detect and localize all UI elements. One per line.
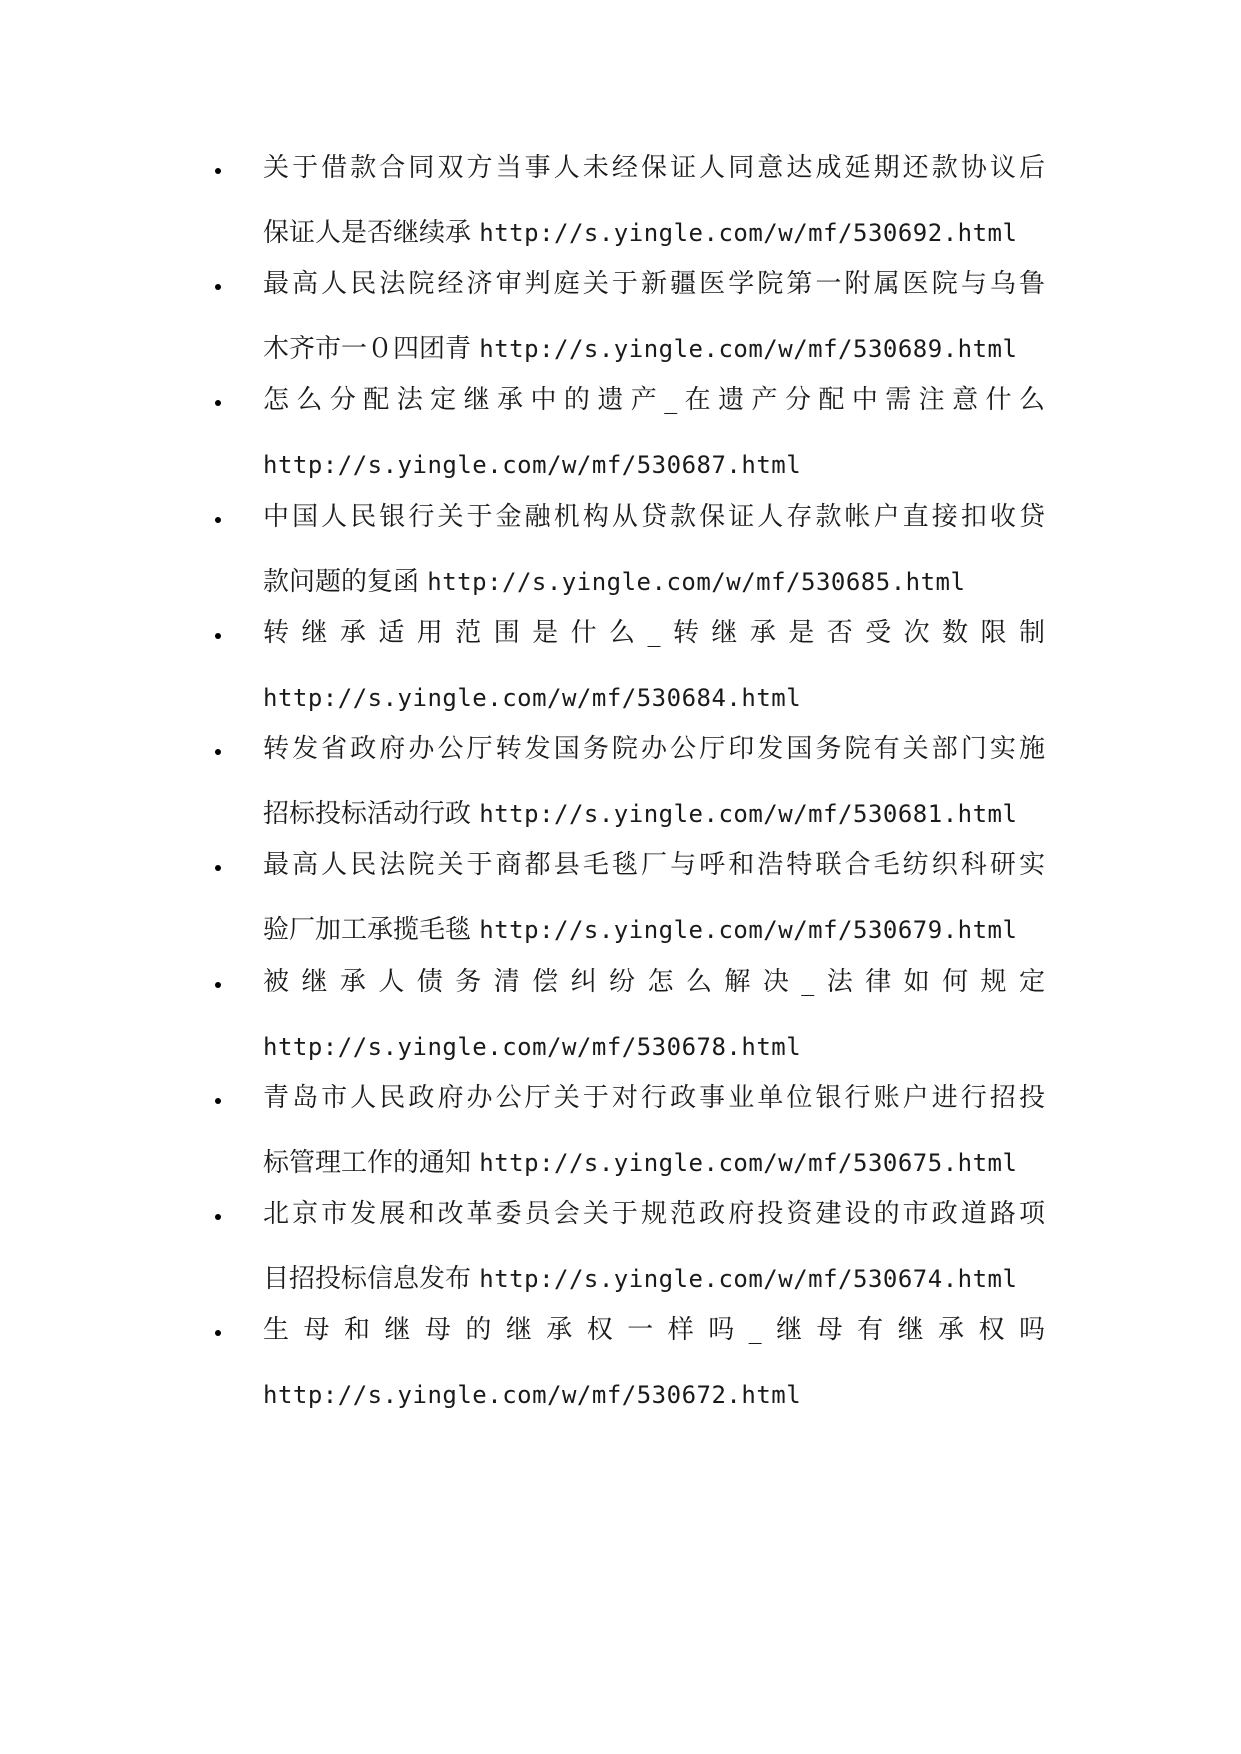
- item-link[interactable]: http://s.yingle.com/w/mf/530678.html: [263, 1033, 802, 1061]
- item-title: 北京市发展和改革委员会关于规范政府投资建设的市政道路项: [263, 1199, 1045, 1229]
- item-link[interactable]: http://s.yingle.com/w/mf/530687.html: [263, 451, 802, 479]
- bullet-icon: [215, 1098, 221, 1104]
- item-continuation: [263, 1027, 1045, 1067]
- item-title: 生母和继母的继承权一样吗_继母有继承权吗: [263, 1315, 1045, 1345]
- bullet-icon: [215, 633, 221, 639]
- bullet-icon: [215, 168, 221, 174]
- bullet-icon: [215, 749, 221, 755]
- bullet-icon: [215, 517, 221, 523]
- item-continuation: 验厂加工承揽毛毯 http://s.yingle.com/w/mf/530679.html: [263, 915, 1018, 945]
- item-link[interactable]: http://s.yingle.com/w/mf/530672.html: [263, 1381, 802, 1409]
- item-link[interactable]: http://s.yingle.com/w/mf/530679.html: [479, 916, 1018, 944]
- bullet-icon: [215, 1214, 221, 1220]
- item-continuation: 保证人是否继续承 http://s.yingle.com/w/mf/530692.html: [263, 218, 1018, 248]
- item-link[interactable]: http://s.yingle.com/w/mf/530685.html: [427, 568, 966, 596]
- item-title: 青岛市人民政府办公厅关于对行政事业单位银行账户进行招投: [263, 1083, 1045, 1113]
- item-link[interactable]: http://s.yingle.com/w/mf/530674.html: [479, 1265, 1018, 1293]
- item-link[interactable]: http://s.yingle.com/w/mf/530681.html: [479, 800, 1018, 828]
- bullet-icon: [215, 284, 221, 290]
- item-continuation: 目招投标信息发布 http://s.yingle.com/w/mf/530674.html: [263, 1264, 1018, 1294]
- item-continuation: [263, 445, 1045, 485]
- bullet-icon: [215, 1330, 221, 1336]
- item-link[interactable]: http://s.yingle.com/w/mf/530684.html: [263, 684, 802, 712]
- item-title: 中国人民银行关于金融机构从贷款保证人存款帐户直接扣收贷: [263, 502, 1045, 532]
- item-continuation: [263, 678, 1045, 718]
- item-continuation: 招标投标活动行政 http://s.yingle.com/w/mf/530681.html: [263, 799, 1018, 829]
- item-continuation: [263, 1375, 1045, 1415]
- item-continuation: 款问题的复函 http://s.yingle.com/w/mf/530685.html: [263, 567, 966, 597]
- item-link[interactable]: http://s.yingle.com/w/mf/530689.html: [479, 335, 1018, 363]
- item-link[interactable]: http://s.yingle.com/w/mf/530692.html: [479, 219, 1018, 247]
- item-continuation: 木齐市一０四团青 http://s.yingle.com/w/mf/530689.html: [263, 334, 1018, 364]
- item-continuation: 标管理工作的通知 http://s.yingle.com/w/mf/530675.html: [263, 1148, 1018, 1178]
- item-link[interactable]: http://s.yingle.com/w/mf/530675.html: [479, 1149, 1018, 1177]
- item-title: 被继承人债务清偿纠纷怎么解决_法律如何规定: [263, 967, 1045, 997]
- item-title: 转继承适用范围是什么_转继承是否受次数限制: [263, 618, 1045, 648]
- item-title: 最高人民法院经济审判庭关于新疆医学院第一附属医院与乌鲁: [263, 269, 1045, 299]
- item-title: 最高人民法院关于商都县毛毯厂与呼和浩特联合毛纺织科研实: [263, 850, 1045, 880]
- item-title: 转发省政府办公厅转发国务院办公厅印发国务院有关部门实施: [263, 734, 1045, 764]
- bullet-icon: [215, 865, 221, 871]
- bullet-icon: [215, 400, 221, 406]
- bullet-icon: [215, 982, 221, 988]
- item-title: 怎么分配法定继承中的遗产_在遗产分配中需注意什么: [263, 385, 1045, 415]
- item-title: 关于借款合同双方当事人未经保证人同意达成延期还款协议后: [263, 153, 1045, 183]
